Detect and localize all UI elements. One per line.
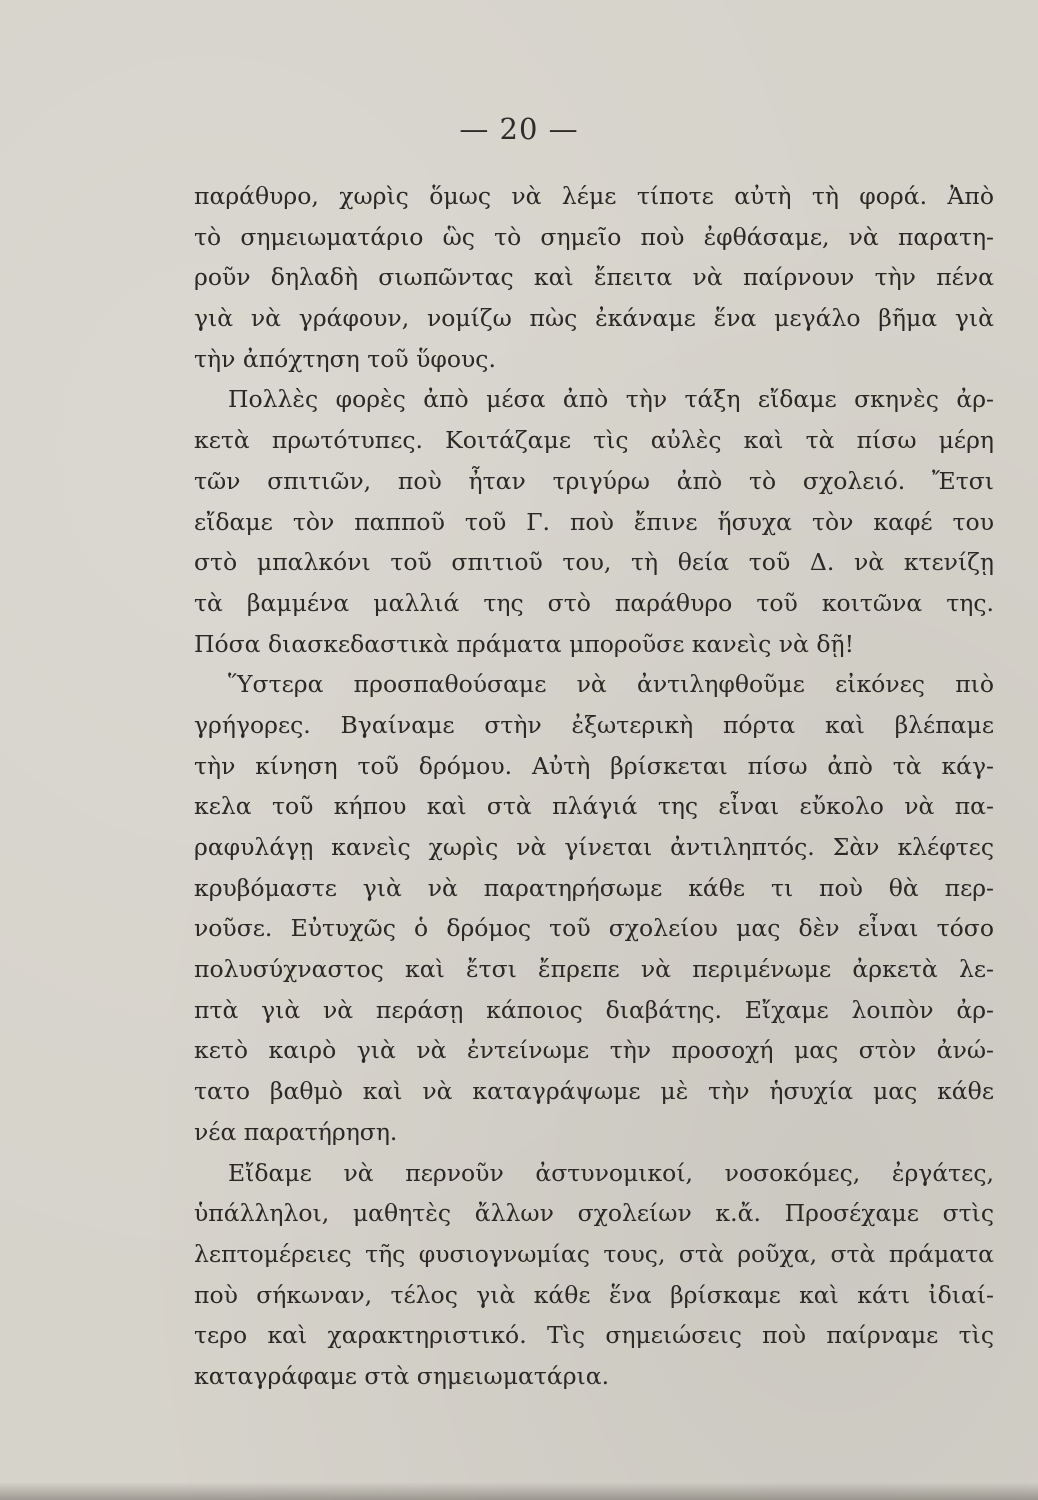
text-line: ποὺ σήκωναν, τέλος γιὰ κάθε ἕνα βρίσκαμε καὶ κάτι ἰδιαί- (194, 1280, 994, 1309)
text-line: παράθυρο, χωρὶς ὅμως νὰ λέμε τίποτε αὐτὴ τὴ φορά. Ἀπὸ (194, 182, 994, 210)
paragraph-end-line: νέα παρατήρηση. (194, 1117, 398, 1146)
paragraph-end-line: Πόσα διασκεδαστικὰ πράματα μποροῦσε κανεὶς νὰ δῇ! (194, 629, 855, 658)
text-line: ραφυλάγῃ κανεὶς χωρὶς νὰ γίνεται ἀντιληπτός. Σὰν κλέφτες (194, 833, 994, 861)
text-line: τατο βαθμὸ καὶ νὰ καταγράψωμε μὲ τὴν ἡσυχία μας κάθε (194, 1077, 994, 1106)
text-line: νοῦσε. Εὐτυχῶς ὁ δρόμος τοῦ σχολείου μας δὲν εἶναι τόσο (194, 914, 994, 943)
text-line: τερο καὶ χαρακτηριστικό. Τὶς σημειώσεις ποὺ παίρναμε τὶς (194, 1321, 994, 1350)
text-line: γρήγορες. Βγαίναμε στὴν ἐξωτερικὴ πόρτα καὶ βλέπαμε (194, 710, 994, 739)
text-line: τὴν κίνηση τοῦ δρόμου. Αὐτὴ βρίσκεται πίσω ἀπὸ τὰ κάγ- (194, 751, 994, 780)
body-text (194, 176, 994, 1397)
paragraph-end-line: καταγράφαμε στὰ σημειωματάρια. (194, 1361, 610, 1390)
text-line: κετὸ καιρὸ γιὰ νὰ ἐντείνωμε τὴν προσοχή μας στὸν ἀνώ- (194, 1036, 994, 1065)
text-line: κελα τοῦ κήπου καὶ στὰ πλάγιά της εἶναι εὔκολο νὰ πα- (194, 792, 994, 821)
text-line: τῶν σπιτιῶν, ποὺ ἦταν τριγύρω ἀπὸ τὸ σχολειό. Ἔτσι (194, 466, 994, 495)
text-line: πτὰ γιὰ νὰ περάσῃ κάποιος διαβάτης. Εἴχαμε λοιπὸν ἀρ- (194, 995, 994, 1024)
text-line: κετὰ πρωτότυπες. Κοιτάζαμε τὶς αὐλὲς καὶ τὰ πίσω μέρη (194, 426, 994, 455)
text-line: γιὰ νὰ γράφουν, νομίζω πὼς ἐκάναμε ἕνα μεγάλο βῆμα γιὰ (194, 304, 994, 333)
page-bottom-edge (0, 1482, 1038, 1500)
text-line: τὰ βαμμένα μαλλιά της στὸ παράθυρο τοῦ κοιτῶνα της. (194, 588, 994, 617)
text-line: Ὕστερα προσπαθούσαμε νὰ ἀντιληφθοῦμε εἰκόνες πιὸ (228, 670, 994, 699)
text-line: Εἴδαμε νὰ περνοῦν ἀστυνομικοί, νοσοκόμες, ἐργάτες, (228, 1158, 994, 1187)
text-line: τὸ σημειωματάριο ὣς τὸ σημεῖο ποὺ ἐφθάσαμε, νὰ παρατη- (194, 222, 994, 251)
paragraph-end-line: τὴν ἀπόχτηση τοῦ ὕφους. (194, 344, 496, 373)
text-line: κρυβόμαστε γιὰ νὰ παρατηρήσωμε κάθε τι ποὺ θὰ περ- (194, 873, 994, 902)
text-line: Πολλὲς φορὲς ἀπὸ μέσα ἀπὸ τὴν τάξη εἴδαμε σκηνὲς ἀρ- (228, 385, 994, 414)
text-line: πολυσύχναστος καὶ ἔτσι ἔπρεπε νὰ περιμένωμε ἀρκετὰ λε- (194, 955, 994, 984)
text-line: στὸ μπαλκόνι τοῦ σπιτιοῦ του, τὴ θεία τοῦ Δ. νὰ κτενίζῃ (194, 548, 994, 577)
text-line: εἴδαμε τὸν παπποῦ τοῦ Γ. ποὺ ἔπινε ἥσυχα τὸν καφέ του (194, 507, 994, 536)
text-line: λεπτομέρειες τῆς φυσιογνωμίας τους, στὰ ροῦχα, στὰ πράματα (194, 1239, 994, 1268)
page-number: — 20 — (459, 112, 579, 146)
text-line: ὑπάλληλοι, μαθητὲς ἄλλων σχολείων κ.ἄ. Προσέχαμε στὶς (194, 1199, 994, 1228)
text-line: ροῦν δηλαδὴ σιωπῶντας καὶ ἔπειτα νὰ παίρνουν τὴν πένα (194, 263, 994, 292)
